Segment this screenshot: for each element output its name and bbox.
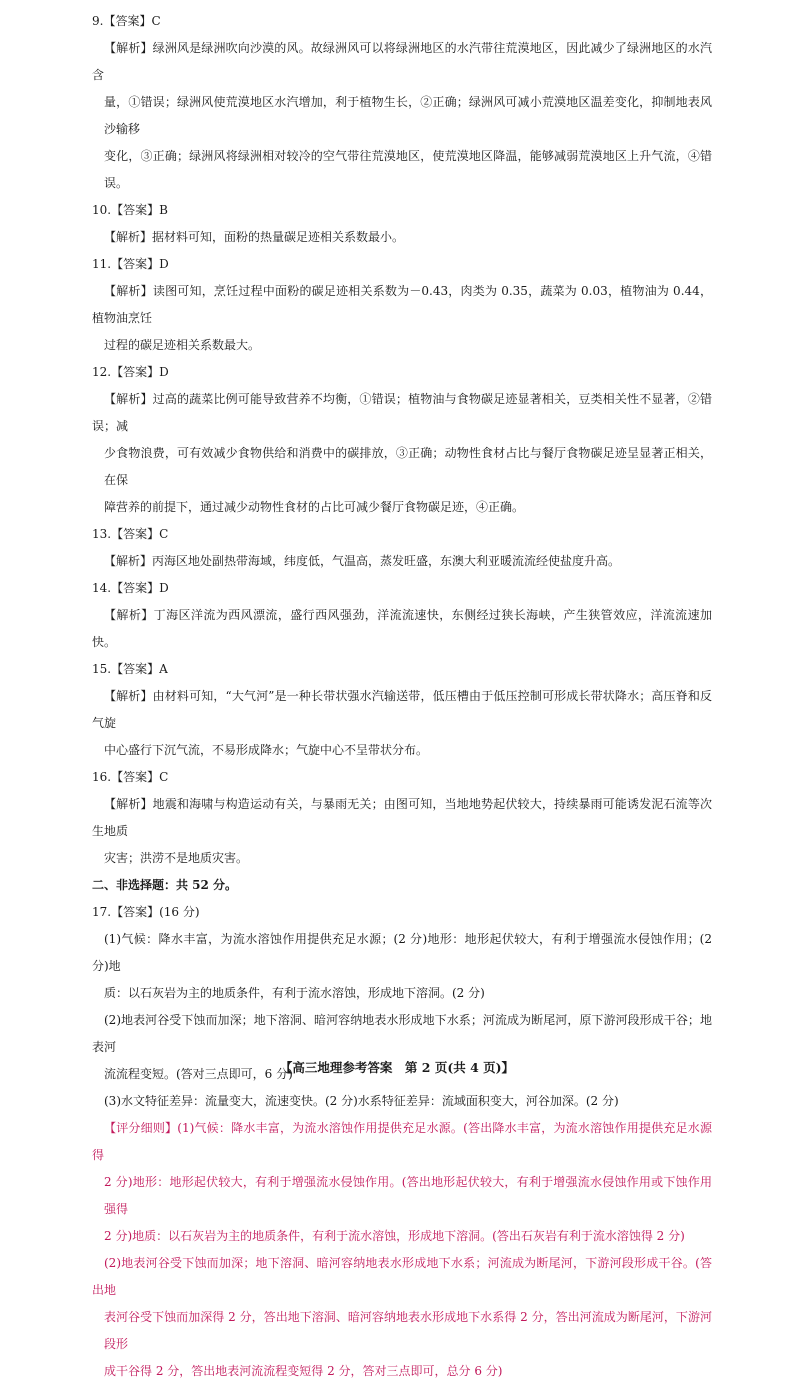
text-line: 质：以石灰岩为主的地质条件，有利于流水溶蚀，形成地下溶洞。(2 分) [104,986,485,1000]
text-line: (2)地表河谷受下蚀而加深；地下溶洞、暗河容纳地表水形成地下水系；河流成为断尾河，下游河段形成干谷。(答出地 [92,1256,712,1297]
text-line: 【解析】过高的蔬菜比例可能导致营养不均衡，①错误；植物油与食物碳足迹显著相关，豆类相关性不显著，②错误；减 [92,392,712,433]
text-line: 11.【答案】D [92,257,169,271]
text-line: 表河谷受下蚀而加深得 2 分，答出地下溶洞、暗河容纳地表水形成地下水系得 2 分，答出河流成为断尾河，下游河段形 [104,1310,712,1351]
text-line: 流流程变短。(答对三点即可，6 分) [104,1067,293,1081]
text-line: (1)气候：降水丰富，为流水溶蚀作用提供充足水源；(2 分)地形：地形起伏较大，有利于增强流水侵蚀作用；(2 分)地 [92,932,712,973]
text-line: 【解析】绿洲风是绿洲吹向沙漠的风。故绿洲风可以将绿洲地区的水汽带往荒漠地区，因此减少了绿洲地区的水汽含 [92,41,712,82]
text-line: 16.【答案】C [92,770,169,784]
answer-content [92,8,712,1385]
text-line: 17.【答案】(16 分) [92,905,200,919]
text-line: 10.【答案】B [92,203,168,217]
text-line: 二、非选择题：共 52 分。 [92,878,238,892]
text-line: 过程的碳足迹相关系数最大。 [104,338,261,352]
text-line: 变化，③正确；绿洲风将绿洲相对较冷的空气带往荒漠地区，使荒漠地区降温，能够减弱荒漠地区上升气流，④错误。 [104,149,712,190]
text-line: 13.【答案】C [92,527,169,541]
text-line: (3)水文特征差异：流量变大，流速变快。(2 分)水系特征差异：流域面积变大，河谷加深。(2 分) [104,1094,619,1108]
text-line: (2)地表河谷受下蚀而加深；地下溶洞、暗河容纳地表水形成地下水系；河流成为断尾河，原下游河段形成干谷；地表河 [92,1013,712,1054]
text-line: 【解析】丙海区地处副热带海域，纬度低，气温高，蒸发旺盛，东澳大利亚暖流流经使盐度升高。 [104,554,621,568]
text-line: 14.【答案】D [92,581,169,595]
text-line: 【解析】丁海区洋流为西风漂流，盛行西风强劲，洋流流速快，东侧经过狭长海峡，产生狭管效应，洋流流速加快。 [92,608,712,649]
text-line: 12.【答案】D [92,365,169,379]
text-line: 中心盛行下沉气流，不易形成降水；气旋中心不呈带状分布。 [104,743,429,757]
text-line: 【解析】地震和海啸与构造运动有关，与暴雨无关；由图可知，当地地势起伏较大，持续暴雨可能诱发泥石流等次生地质 [92,797,712,838]
text-line: 障营养的前提下，通过减少动物性食材的占比可减少餐厅食物碳足迹，④正确。 [104,500,525,514]
text-line: 9.【答案】C [92,14,161,28]
page-footer: 【高三地理参考答案 第 2 页(共 4 页)】 [279,1060,515,1075]
text-line: 2 分)地形：地形起伏较大，有利于增强流水侵蚀作用。(答出地形起伏较大，有利于增强流水侵蚀作用或下蚀作用强得 [104,1175,712,1216]
text-line: 2 分)地质：以石灰岩为主的地质条件，有利于流水溶蚀，形成地下溶洞。(答出石灰岩有利于流水溶蚀得 2 分) [104,1229,685,1243]
text-line: 【解析】读图可知，烹饪过程中面粉的碳足迹相关系数为－0.43，肉类为 0.35，蔬菜为 0.03，植物油为 0.44，植物油烹饪 [92,284,712,325]
text-line: 15.【答案】A [92,662,168,676]
text-line: 灾害；洪涝不是地质灾害。 [104,851,249,865]
text-line: 成干谷得 2 分，答出地表河流流程变短得 2 分，答对三点即可，总分 6 分) [104,1364,503,1378]
text-line: 【解析】据材料可知，面粉的热量碳足迹相关系数最小。 [104,230,405,244]
text-line: 量，①错误；绿洲风使荒漠地区水汽增加，利于植物生长，②正确；绿洲风可减小荒漠地区温差变化，抑制地表风沙输移 [104,95,712,136]
text-line: 少食物浪费，可有效减少食物供给和消费中的碳排放，③正确；动物性食材占比与餐厅食物碳足迹呈显著正相关，在保 [104,446,712,487]
text-line: 【解析】由材料可知，“大气河”是一种长带状强水汽输送带，低压槽由于低压控制可形成长带状降水；高压脊和反气旋 [92,689,712,730]
text-line: 【评分细则】(1)气候：降水丰富，为流水溶蚀作用提供充足水源。(答出降水丰富，为流水溶蚀作用提供充足水源得 [92,1121,712,1162]
